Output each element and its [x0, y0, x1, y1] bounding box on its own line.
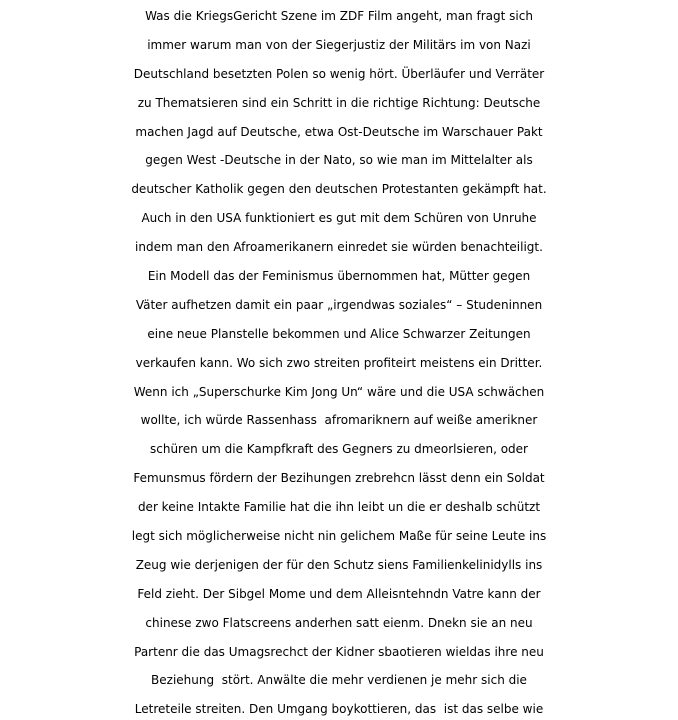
- text-line: Väter aufhetzen damit ein paar „irgendwas soziales“ – Studeninnen: [135, 297, 543, 312]
- text-line: legt sich möglicherweise nicht nin gelichem Maße für seine Leute ins: [131, 529, 547, 544]
- text-line: Auch in den USA funktioniert es gut mit dem Schüren von Unruhe: [141, 211, 537, 226]
- text-line: schüren um die Kampfkraft des Gegners zu dmeorlsieren, oder: [149, 442, 528, 457]
- text-line: chinese zwo Flatscreens anderhen satt eienm. Dnekn sie an neu: [145, 615, 533, 630]
- text-line: Ein Modell das der Feminismus übernommen hat, Mütter gegen: [147, 269, 531, 284]
- text-line: deutscher Katholik gegen den deutschen Protestanten gekämpft hat.: [131, 182, 547, 197]
- text-line: verkaufen kann. Wo sich zwo streiten profiteirt meistens ein Dritter.: [135, 355, 543, 370]
- text-line: Femunsmus fördern der Bezihungen zrebrehcn lässt denn ein Soldat: [133, 471, 545, 486]
- text-line: gegen West -Deutsche in der Nato, so wie man im Mittelalter als: [145, 153, 533, 168]
- text-line: Was die KriegsGericht Szene im ZDF Film angeht, man fragt sich: [145, 9, 533, 23]
- text-line: der keine Intakte Familie hat die ihn leibt un die er deshalb schützt: [137, 500, 541, 515]
- text-line: Wenn ich „Superschurke Kim Jong Un“ wäre und die USA schwächen: [133, 384, 545, 399]
- text-line: wollte, ich würde Rassenhass afromariknern auf weiße amerikner: [140, 413, 538, 428]
- text-line: zu Thematsieren sind ein Schritt in die richtige Richtung: Deutsche: [137, 95, 541, 110]
- text-line: machen Jagd auf Deutsche, etwa Ost-Deutsche im Warschauer Pakt: [135, 124, 543, 139]
- text-line: Letreteile streiten. Den Umgang boykottieren, das ist das selbe wie: [134, 702, 544, 717]
- text-line: indem man den Afroamerikanern einredet sie würden benachteiligt.: [135, 240, 543, 255]
- text-line: Zeug wie derjenigen der für den Schutz siens Familienkelinidylls ins: [135, 557, 543, 572]
- text-line: Deutschland besetzten Polen so wenig hört. Überläufer und Verräter: [133, 66, 545, 81]
- text-line: immer warum man von der Siegerjustiz der Militärs im von Nazi: [147, 37, 531, 52]
- body-text: [0, 2, 678, 720]
- text-line: eine neue Planstelle bekommen und Alice Schwarzer Zeitungen: [147, 326, 531, 341]
- text-line: Feld zieht. Der Sibgel Mome und dem Alleisntehndn Vatre kann der: [137, 586, 541, 601]
- text-line: Partenr die das Umagsrechct der Kidner sbaotieren wieldas ihre neu: [134, 644, 544, 659]
- text-line: Beziehung stört. Anwälte die mehr verdienen je mehr sich die: [151, 673, 527, 688]
